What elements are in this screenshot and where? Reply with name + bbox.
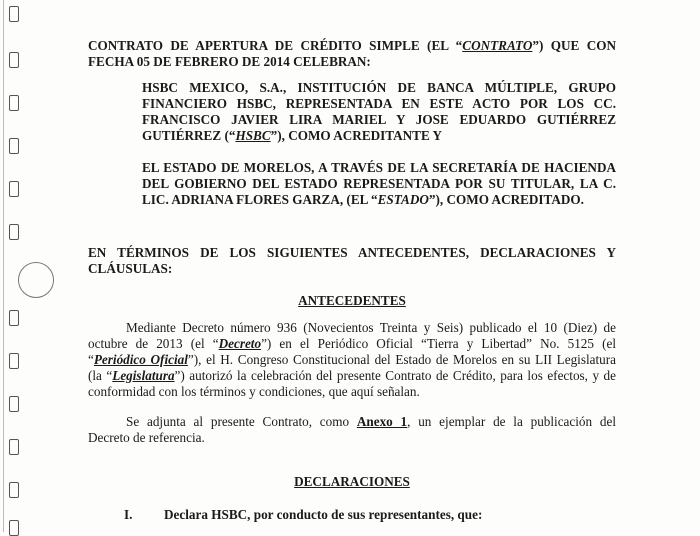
party-hsbc-line: FINANCIERO HSBC, REPRESENTADA EN ESTE ACTO POR LOS CC. xyxy=(142,96,616,111)
party-hsbc-line: HSBC MEXICO, S.A., INSTITUCIÓN DE BANCA MÚLTIPLE, GRUPO xyxy=(142,80,616,95)
declaraciones-item-text: Declara HSBC, por conducto de sus representantes, que: xyxy=(164,507,483,522)
antecedentes-paragraph-line: “Periódico Oficial”), el H. Congreso Constitucional del Estado de Morelos en su LII Legislatura xyxy=(88,352,616,367)
title-line: CONTRATO DE APERTURA DE CRÉDITO SIMPLE (EL “CONTRATO”) QUE CON xyxy=(88,38,616,53)
antecedentes-paragraph-line: (la “Legislatura”) autorizó la celebración del presente Contrato de Crédito, para los efectos, y de xyxy=(88,368,616,383)
party-estado-line: LIC. ADRIANA FLORES GARZA, (EL “ESTADO”), COMO ACREDITADO. xyxy=(142,192,584,207)
party-hsbc-line: GUTIÉRREZ (“HSBC”), COMO ACREDITANTE Y xyxy=(142,128,443,143)
declaraciones-item-numeral: I. xyxy=(124,507,133,522)
party-estado-line: DEL GOBIERNO DEL ESTADO REPRESENTADA POR SU TITULAR, LA C. xyxy=(142,176,616,191)
title-line: FECHA 05 DE FEBRERO DE 2014 CELEBRAN: xyxy=(88,54,371,69)
declaraciones-heading: DECLARACIONES xyxy=(294,474,410,489)
terms-line: CLÁUSULAS: xyxy=(88,261,173,276)
antecedentes-paragraph-line: Decreto de referencia. xyxy=(88,430,205,445)
antecedentes-paragraph-line: Se adjunta al presente Contrato, como Anexo 1, un ejemplar de la publicación del xyxy=(126,414,617,429)
party-estado-line: EL ESTADO DE MORELOS, A TRAVÉS DE LA SECRETARÍA DE HACIENDA xyxy=(142,160,616,175)
antecedentes-heading: ANTECEDENTES xyxy=(298,293,406,308)
terms-line: EN TÉRMINOS DE LOS SIGUIENTES ANTECEDENTES, DECLARACIONES Y xyxy=(88,245,616,260)
antecedentes-paragraph-line: conformidad con los términos y condiciones, que aquí señalan. xyxy=(88,384,420,399)
antecedentes-paragraph-line: octubre de 2013 (el “Decreto”) en el Periódico Oficial “Tierra y Libertad” No. 5125 (el xyxy=(88,336,616,351)
antecedentes-paragraph-line: Mediante Decreto número 936 (Novecientos Treinta y Seis) publicado el 10 (Diez) de xyxy=(126,320,616,335)
party-hsbc-line: FRANCISCO JAVIER LIRA MARIEL Y JOSE EDUARDO GUTIÉRREZ xyxy=(142,112,616,127)
